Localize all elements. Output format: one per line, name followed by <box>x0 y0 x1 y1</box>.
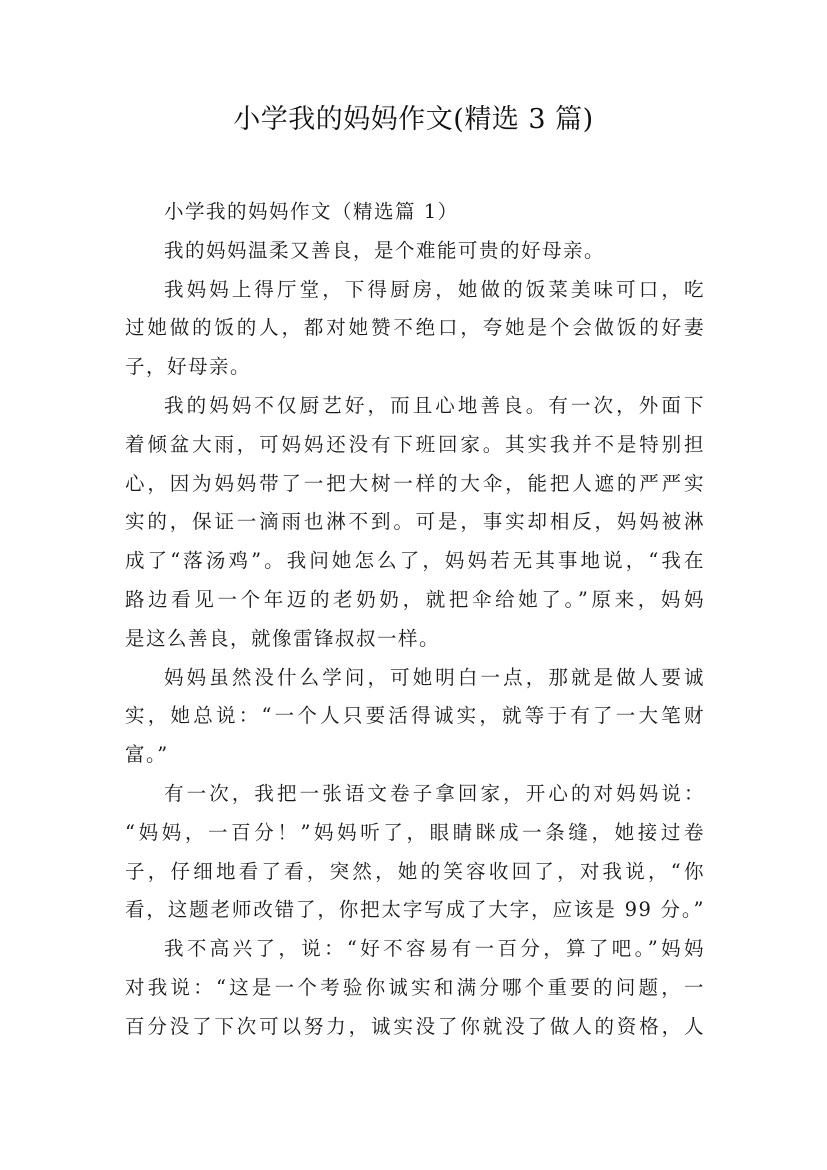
paragraph-line: 子，仔细地看了看，突然，她的笑容收回了，对我说，“你 <box>125 859 705 883</box>
paragraph-line: 实，她总说：“一个人只要活得诚实，就等于有了一大笔财 <box>125 704 705 728</box>
paragraph-line: 是这么善良，就像雷锋叔叔一样。 <box>125 626 441 650</box>
paragraph-line: 实的，保证一滴雨也淋不到。可是，事实却相反，妈妈被淋 <box>125 510 705 534</box>
document-title: 小学我的妈妈作文(精选 3 篇) <box>233 104 594 135</box>
paragraph-line: 路边看见一个年迈的老奶奶，就把伞给她了。”原来，妈妈 <box>125 587 705 611</box>
paragraph-line: 我的妈妈不仅厨艺好，而且心地善良。有一次，外面下 <box>164 393 705 417</box>
paragraph <box>125 271 705 387</box>
paragraph-line: 成了“落汤鸡”。我问她怎么了，妈妈若无其事地说，“我在 <box>125 549 705 573</box>
paragraph <box>125 659 705 775</box>
paragraph-line: 小学我的妈妈作文（精选篇 1） <box>164 200 459 223</box>
paragraph-line: 妈妈虽然没什么学问，可她明白一点，那就是做人要诚 <box>164 665 705 689</box>
paragraph-line: “妈妈，一百分！”妈妈听了，眼睛眯成一条缝，她接过卷 <box>125 820 705 844</box>
paragraph-line: 有一次，我把一张语文卷子拿回家，开心的对妈妈说： <box>164 781 705 805</box>
paragraph-line: 富。” <box>125 743 169 767</box>
paragraph-line: 看，这题老师改错了，你把太字写成了大字，应该是 99 分。” <box>125 898 705 922</box>
paragraph-line: 过她做的饭的人，都对她赞不绝口，夸她是个会做饭的好妻 <box>125 316 705 340</box>
paragraph-line: 我不高兴了，说：“好不容易有一百分，算了吧。”妈妈 <box>164 937 705 961</box>
paragraph-line: 心，因为妈妈带了一把大树一样的大伞，能把人遮的严严实 <box>125 471 705 495</box>
paragraph-heading <box>125 193 705 232</box>
paragraph <box>125 232 705 271</box>
paragraph <box>125 775 705 930</box>
paragraph-line: 对我说：“这是一个考验你诚实和满分哪个重要的问题，一 <box>125 975 705 999</box>
paragraph-line: 我的妈妈温柔又善良，是个难能可贵的好母亲。 <box>164 238 606 262</box>
paragraph <box>125 387 705 659</box>
paragraph-line: 我妈妈上得厅堂，下得厨房，她做的饭菜美味可口，吃 <box>164 277 705 301</box>
paragraph-line: 着倾盆大雨，可妈妈还没有下班回家。其实我并不是特别担 <box>125 432 705 456</box>
paragraph <box>125 930 705 1046</box>
document-body <box>125 193 705 1047</box>
paragraph-line: 子，好母亲。 <box>125 355 252 379</box>
paragraph-line: 百分没了下次可以努力，诚实没了你就没了做人的资格，人 <box>125 1014 705 1038</box>
